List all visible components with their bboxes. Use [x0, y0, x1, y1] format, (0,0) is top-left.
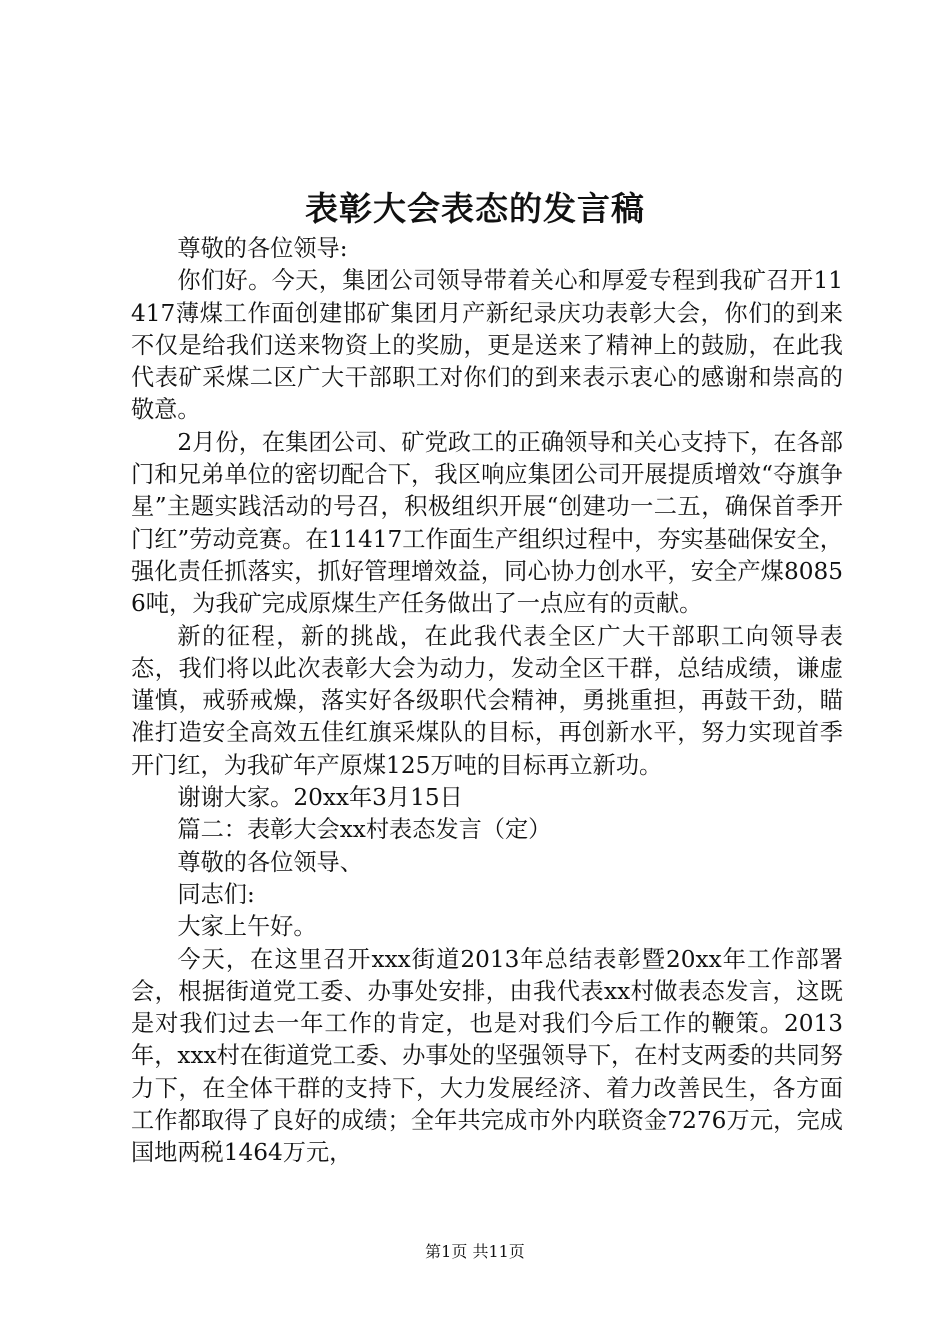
paragraph-february-work: 2月份，在集团公司、矿党政工的正确领导和关心支持下，在各部门和兄弟单位的密切配合下，我区响应集团公司开展提质增效“夺旗争星”主题实践活动的号召，积极组织开展“创建功一二五，确保首季开门红”劳动竞赛。在11417工作面生产组织过程中，夯实基础保安全，强化责任抓落实，抓好管理增效益，同心协力创水平，安全产煤80856吨，为我矿完成原煤生产任务做出了一点应有的贡献。	[131, 428, 843, 618]
page-number-footer: 第1页 共11页	[425, 1242, 525, 1261]
paragraph-greeting: 你们好。今天，集团公司领导带着关心和厚爱专程到我矿召开11417薄煤工作面创建邯矿集团月产新纪录庆功表彰大会，你们的到来不仅是给我们送来物资上的奖励，更是送来了精神上的鼓励，在此我代表矿采煤二区广大干部职工对你们的到来表示衷心的感谢和崇高的敬意。	[131, 267, 843, 424]
paragraph-thanks-date: 谢谢大家。20xx年3月15日	[177, 784, 463, 812]
paragraph-comrades: 同志们:	[177, 880, 255, 908]
paragraph-salutation-two: 尊敬的各位领导、	[177, 848, 363, 876]
document-title: 表彰大会表态的发言稿	[305, 189, 645, 228]
paragraph-section-two-heading: 篇二：表彰大会xx村表态发言（定）	[177, 816, 552, 844]
paragraph-morning-greeting: 大家上午好。	[177, 913, 317, 941]
document-body	[131, 233, 843, 1170]
paragraph-commitment: 新的征程，新的挑战，在此我代表全区广大干部职工向领导表态，我们将以此次表彰大会为动力，发动全区干群，总结成绩，谦虚谨慎，戒骄戒燥，落实好各级职代会精神，勇挑重担，再鼓干劲，瞄准打造安全高效五佳红旗采煤队的目标，再创新水平，努力实现首季开门红，为我矿年产原煤125万吨的目标再立新功。	[131, 622, 843, 779]
paragraph-village-report: 今天，在这里召开xxx街道2013年总结表彰暨20xx年工作部署会，根据街道党工委、办事处安排，由我代表xx村做表态发言，这既是对我们过去一年工作的肯定，也是对我们今后工作的鞭策。2013年，xxx村在街道党工委、办事处的坚强领导下，在村支两委的共同努力下，在全体干群的支持下，大力发展经济、着力改善民生，各方面工作都取得了良好的成绩；全年共完成市外内联资金7276万元，完成国地两税1464万元，	[131, 945, 843, 1167]
paragraph-salutation: 尊敬的各位领导:	[177, 235, 348, 262]
